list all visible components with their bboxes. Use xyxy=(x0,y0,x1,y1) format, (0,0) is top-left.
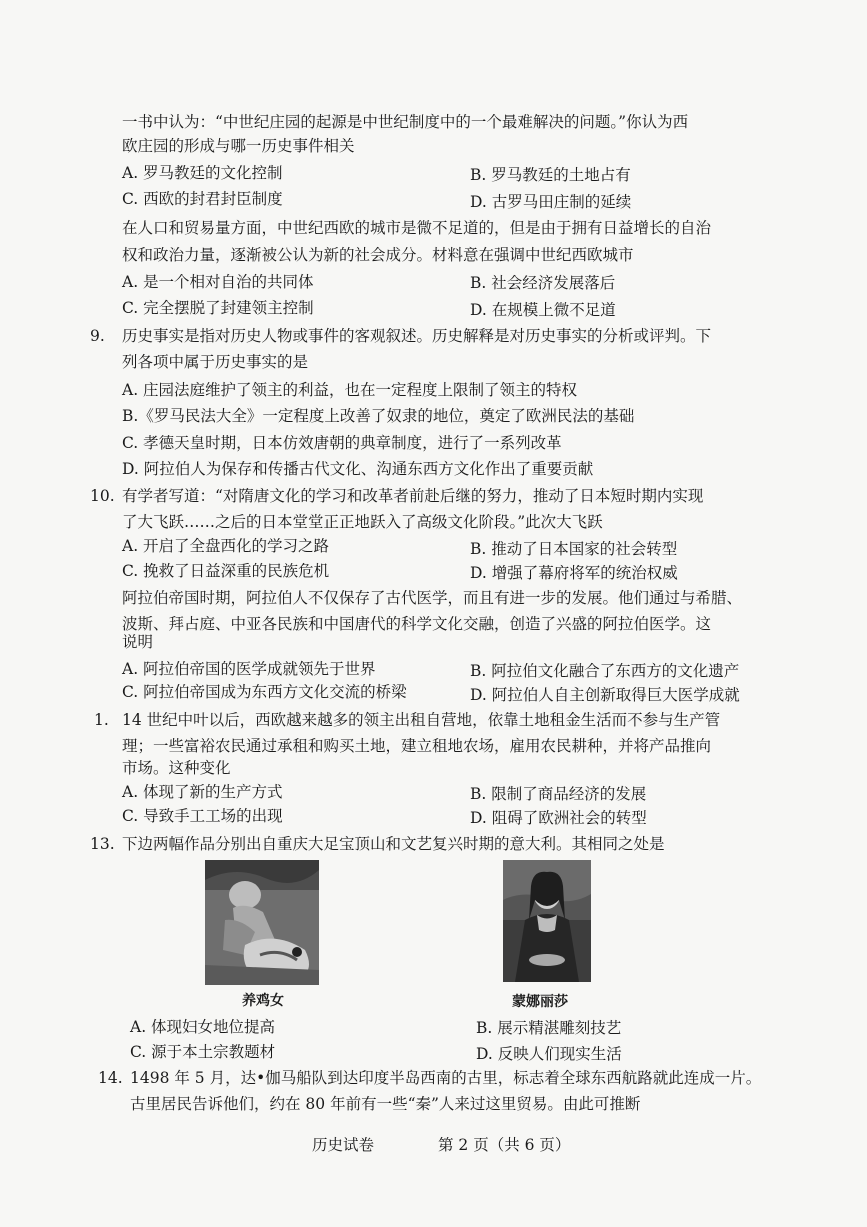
q12-option-a: A. 体现了新的生产方式 xyxy=(122,783,283,801)
q11-option-c: C. 阿拉伯帝国成为东西方文化交流的桥梁 xyxy=(122,683,407,701)
q10-stem-line: 了大飞跃……之后的日本堂堂正正地跃入了高级文化阶段。”此次大飞跃 xyxy=(122,513,603,531)
q9-option-c: C. 孝德天皇时期，日本仿效唐朝的典章制度，进行了一系列改革 xyxy=(122,434,562,452)
q12-option-c: C. 导致手工工场的出现 xyxy=(122,807,283,825)
q8-option-c: C. 完全摆脱了封建领主控制 xyxy=(122,299,314,317)
q10-number: 10. xyxy=(90,487,115,505)
q13-stem-line: 下边两幅作品分别出自重庆大足宝顶山和文艺复兴时期的意大利。其相同之处是 xyxy=(122,835,665,853)
q8-option-d: D. 在规模上微不足道 xyxy=(470,301,616,319)
q9-stem-line: 历史事实是指对历史人物或事件的客观叙述。历史解释是对历史事实的分析或评判。下 xyxy=(122,327,712,345)
q6-option-a: A. 罗马教廷的文化控制 xyxy=(122,164,283,182)
q14-stem-line: 古里居民告诉他们，约在 80 年前有一些“秦”人来过这里贸易。由此可推断 xyxy=(130,1095,641,1113)
q11-option-d: D. 阿拉伯人自主创新取得巨大医学成就 xyxy=(470,686,740,704)
q12-option-b: B. 限制了商品经济的发展 xyxy=(470,785,647,803)
q6-option-b: B. 罗马教廷的土地占有 xyxy=(470,166,631,184)
q13-number: 13. xyxy=(90,835,115,853)
mona-lisa-image xyxy=(503,860,591,982)
q6-option-d: D. 古罗马田庄制的延续 xyxy=(470,193,632,211)
q8-stem-line: 在人口和贸易量方面，中世纪西欧的城市是微不足道的，但是由于拥有日益增长的自治 xyxy=(122,219,712,237)
q6-stem-line: 一书中认为：“中世纪庄园的起源是中世纪制度中的一个最难解决的问题。”你认为西 xyxy=(122,113,689,131)
q8-stem-line: 权和政治力量，逐渐被公认为新的社会成分。材料意在强调中世纪西欧城市 xyxy=(122,246,634,264)
q9-option-b: B.《罗马民法大全》一定程度上改善了奴隶的地位，奠定了欧洲民法的基础 xyxy=(122,407,635,425)
q13-option-c: C. 源于本土宗教题材 xyxy=(130,1043,276,1061)
q13-option-d: D. 反映人们现实生活 xyxy=(476,1045,622,1063)
q14-stem-line: 1498 年 5 月，达•伽马船队到达印度半岛西南的古里，标志着全球东西航路就此连成一片。 xyxy=(130,1069,762,1087)
q12-stem-line: 市场。这种变化 xyxy=(122,759,231,777)
q12-number: 1. xyxy=(94,711,109,729)
q11-stem-line: 波斯、拜占庭、中亚各民族和中国唐代的科学文化交融，创造了兴盛的阿拉伯医学。这 xyxy=(122,615,712,633)
caption-mona-lisa: 蒙娜丽莎 xyxy=(512,994,568,1010)
q11-stem-line: 说明 xyxy=(122,633,154,651)
q9-stem-line: 列各项中属于历史事实的是 xyxy=(122,353,309,371)
q9-number: 9. xyxy=(90,327,105,345)
q10-option-c: C. 挽救了日益深重的民族危机 xyxy=(122,562,330,580)
q11-option-a: A. 阿拉伯帝国的医学成就领先于世界 xyxy=(122,660,376,678)
q8-option-b: B. 社会经济发展落后 xyxy=(470,274,616,292)
q12-stem-line: 14 世纪中叶以后，西欧越来越多的领主出租自营地，依靠土地租金生活而不参与生产管 xyxy=(122,711,721,729)
q13-option-b: B. 展示精湛雕刻技艺 xyxy=(476,1019,622,1037)
q9-option-a: A. 庄园法庭维护了领主的利益，也在一定程度上限制了领主的特权 xyxy=(122,381,578,399)
footer-subject: 历史试卷 xyxy=(312,1136,375,1154)
q10-option-b: B. 推动了日本国家的社会转型 xyxy=(470,540,678,558)
stone-carving-image xyxy=(205,860,319,985)
q12-stem-line: 理；一些富裕农民通过承租和购买土地，建立租地农场，雇用农民耕种，并将产品推向 xyxy=(122,737,712,755)
q14-number: 14. xyxy=(98,1069,123,1087)
q11-stem-line: 阿拉伯帝国时期，阿拉伯人不仅保存了古代医学，而且有进一步的发展。他们通过与希腊、 xyxy=(122,589,743,607)
q8-option-a: A. 是一个相对自治的共同体 xyxy=(122,273,314,291)
q10-option-d: D. 增强了幕府将军的统治权威 xyxy=(470,564,678,582)
q6-option-c: C. 西欧的封君封臣制度 xyxy=(122,190,283,208)
q6-stem-line: 欧庄园的形成与哪一历史事件相关 xyxy=(122,137,355,155)
caption-stone-carving: 养鸡女 xyxy=(242,993,284,1009)
q11-option-b: B. 阿拉伯文化融合了东西方的文化遗产 xyxy=(470,662,740,680)
q9-option-d: D. 阿拉伯人为保存和传播古代文化、沟通东西方文化作出了重要贡献 xyxy=(122,460,594,478)
q13-option-a: A. 体现妇女地位提高 xyxy=(130,1018,276,1036)
q10-option-a: A. 开启了全盘西化的学习之路 xyxy=(122,537,330,555)
footer-page-number: 第 2 页（共 6 页） xyxy=(438,1136,571,1154)
q12-option-d: D. 阻碍了欧洲社会的转型 xyxy=(470,809,647,827)
q10-stem-line: 有学者写道：“对隋唐文化的学习和改革者前赴后继的努力，推动了日本短时期内实现 xyxy=(122,487,704,505)
